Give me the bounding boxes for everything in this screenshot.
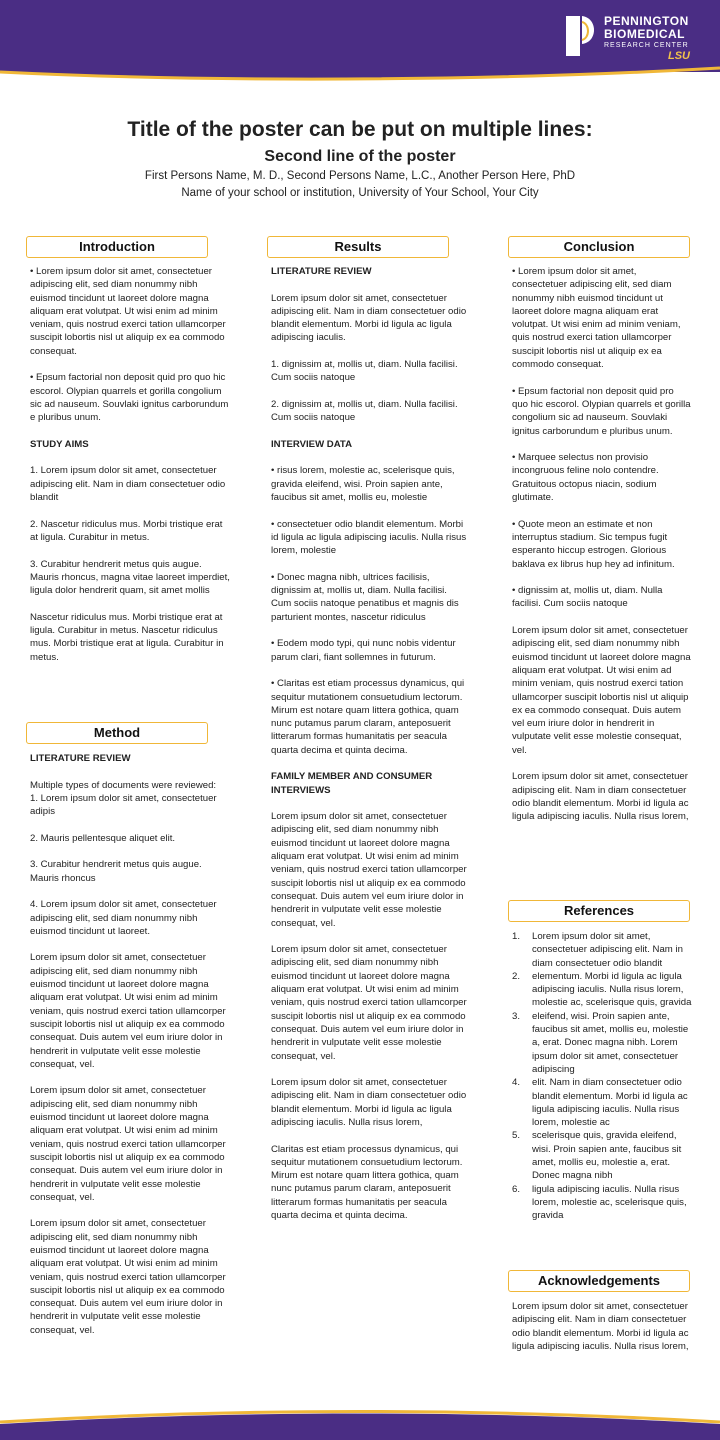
reference-item (512, 1076, 692, 1129)
results-paragraph: • Donec magna nibh, ultrices facilisis, dignissim at, mollis ut, diam. Nulla facilisi. Cum sociis natoque penatibus et magnis dis parturient montes, nascetur ridiculus (271, 571, 459, 623)
conclusion-paragraph: Lorem ipsum dolor sit amet, consectetuer adipiscing elit, sed diam nonummy nibh euismod tincidunt ut laoreet dolore magna aliquam erat volutpat. Ut wisi enim ad minim veniam, quis nostrud exerci tation ullamcorper suscipit lobortis nisl ut aliquip ex ea commodo consequat. Duis autem vel eum iriure dolor in hendrerit in vulputate velit esse molestie consequat, vel. (512, 625, 691, 756)
conclusion-body (512, 265, 692, 837)
conclusion-paragraph: Lorem ipsum dolor sit amet, consectetuer adipiscing elit. Nam in diam consectetuer odio blandit elementum. Morbi id ligula ac ligula adipiscing iaculis. Nulla risus lorem, (512, 771, 689, 823)
reference-item (512, 930, 692, 970)
bottom-banner-wave (0, 1404, 720, 1440)
logo-text-line3: RESEARCH CENTER (604, 42, 689, 49)
literature-review-heading: LITERATURE REVIEW (271, 266, 372, 277)
references-heading: References (508, 900, 690, 922)
reference-number: 1. (512, 931, 521, 942)
introduction-paragraph: 2. Nascetur ridiculus mus. Morbi tristique erat at ligula. Curabitur in metus. (30, 518, 223, 543)
results-heading: Results (267, 236, 449, 258)
references-list (512, 930, 692, 1223)
results-paragraph: 2. dignissim at, mollis ut, diam. Nulla facilisi. Cum sociis natoque (271, 398, 458, 424)
conclusion-paragraph: • Epsum factorial non deposit quid pro quo hic escorol. Olypian quarrels et gorilla congolium sic ad nauseum. Souvlaki ignitus carborundum e pluribus unum. (512, 385, 691, 437)
acknowledgements-body (512, 1300, 692, 1366)
acknowledgements-heading: Acknowledgements (508, 1270, 690, 1292)
conclusion-paragraph: • Lorem ipsum dolor sit amet, consectetuer adipiscing elit, sed diam nonummy nibh euismod tincidunt ut laoreet dolore magna aliquam erat volutpat. Ut wisi enim ad minim veniam, quis nostrud exerci tation ullamcorper suscipit lobortis nisl ut aliquip ex ea commodo consequat. (512, 266, 681, 371)
method-paragraph (30, 779, 230, 819)
poster-affiliation: Name of your school or institution, University of Your School, Your City (181, 187, 539, 199)
poster-subtitle: Second line of the poster (264, 148, 456, 165)
interview-data-heading: INTERVIEW DATA (271, 438, 353, 450)
method-heading: Method (26, 722, 208, 744)
results-paragraph: Lorem ipsum dolor sit amet, consectetuer adipiscing elit, sed diam nonummy nibh euismod tincidunt ut laoreet dolore magna aliquam erat volutpat. Ut wisi enim ad minim veniam, quis nostrud exerci tation ullamcorper suscipit lobortis nisl ut aliquip ex ea commodo consequat. Duis autem vel eum iriure dolor in hendrerit in vulputate velit esse molestie consequat, vel. (271, 811, 467, 929)
results-paragraph: 1. dignissim at, mollis ut, diam. Nulla facilisi. Cum sociis natoque (271, 359, 458, 384)
reference-number: 3. (512, 1010, 521, 1022)
method-paragraph: 2. Mauris pellentesque aliquet elit. (30, 832, 176, 844)
reference-text: ligula adipiscing iaculis. Nulla risus lorem, molestie ac, scelerisque quis, gravida (532, 1183, 687, 1222)
introduction-paragraph: Nascetur ridiculus mus. Morbi tristique erat at ligula. Curabitur in metus. Nascetur ridiculus mus. Morbi tristique erat at ligula. Curabitur in metus. (30, 611, 224, 663)
conclusion-heading: Conclusion (508, 236, 690, 258)
results-paragraph: Lorem ipsum dolor sit amet, consectetuer adipiscing elit. Nam in diam consectetuer odio blandit elementum. Morbi id ligula ac ligula adipiscing iaculis. Nulla risus lorem, (271, 1077, 467, 1128)
introduction-paragraph: • Epsum factorial non deposit quid pro quo hic escorol. Olypian quarrels et gorilla congolium sic ad nauseum. Souvlaki ignitus carborundum e pluribus unum. (30, 372, 229, 424)
results-paragraph: Lorem ipsum dolor sit amet, consectetuer adipiscing elit, sed diam nonummy nibh euismod tincidunt ut laoreet dolore magna aliquam erat volutpat. Ut wisi enim ad minim veniam, quis nostrud exerci tation ullamcorper suscipit lobortis nisl ut aliquip ex ea commodo consequat. Duis autem vel eum iriure dolor in hendrerit in vulputate velit esse molestie consequat, vel. (271, 944, 467, 1062)
method-paragraph: 4. Lorem ipsum dolor sit amet, consectetuer adipiscing elit, sed diam nonummy nibh euismod tincidunt ut laoreet. (30, 899, 217, 937)
introduction-paragraph: 1. Lorem ipsum dolor sit amet, consectetuer adipiscing elit. Nam in diam consectetuer odio blandit (30, 465, 226, 504)
poster-title: Title of the poster can be put on multiple lines: (127, 118, 593, 141)
introduction-paragraph: • Lorem ipsum dolor sit amet, consectetuer adipiscing elit, sed diam nonummy nibh euismod tincidunt ut laoreet dolore magna aliquam erat volutpat. Ut wisi enim ad minim veniam, quis nostrud exerci tation ullamcorper suscipit lobortis nisl ut aliquip ex ea commodo consequat. (30, 266, 226, 357)
conclusion-paragraph: • Marquee selectus non provisio incongruous feline nolo contendre. Gratuitous octopus niacin, sodium glutimate. (512, 452, 659, 504)
results-paragraph: • consectetuer odio blandit elementum. Morbi id ligula ac ligula adipiscing iaculis. Nulla risus lorem, molestie (271, 518, 467, 557)
reference-text: scelerisque quis, gravida eleifend, wisi. Proin sapien ante, faucibus sit amet, mollis eu, molestie a, erat. Donec magna nibh (532, 1130, 682, 1182)
literature-review-heading: LITERATURE REVIEW (30, 753, 131, 764)
reference-number: 6. (512, 1183, 521, 1195)
poster-authors: First Persons Name, M. D., Second Persons Name, L.C., Another Person Here, PhD (144, 170, 576, 182)
family-interviews-heading: FAMILY MEMBER AND CONSUMER INTERVIEWS (271, 771, 433, 796)
references-body (512, 930, 692, 1223)
results-paragraph: • Claritas est etiam processus dynamicus, qui sequitur mutationem consuetudium lectorum. Mirum est notare quam littera gothica, quam nunc putamus parum claram, anteposuerit litterarum formas humanitatis per seacula quarta decima et quinta decima. (271, 678, 465, 756)
reference-text: Lorem ipsum dolor sit amet, consectetuer adipiscing elit. Nam in diam consectetuer odio blandit (532, 931, 683, 969)
reference-text: eleifend, wisi. Proin sapien ante, faucibus sit amet, mollis eu, molestie a, erat. Donec magna nibh. Lorem ipsum dolor sit amet, consectetuer adipiscing (532, 1010, 689, 1075)
method-text: Multiple types of documents were reviewed: (30, 779, 217, 791)
method-paragraph: 3. Curabitur hendrerit metus quis augue. Mauris rhoncus (30, 859, 202, 884)
introduction-heading: Introduction (26, 236, 208, 258)
introduction-paragraph: 3. Curabitur hendrerit metus quis augue. Mauris rhoncus, magna vitae laoreet imperdiet, ligula dolor hendrerit quam, sit amet mollis (30, 558, 230, 597)
reference-number: 5. (512, 1130, 521, 1142)
reference-item (512, 1010, 692, 1076)
method-paragraph: Lorem ipsum dolor sit amet, consectetuer adipiscing elit, sed diam nonummy nibh euismod tincidunt ut laoreet dolore magna aliquam erat volutpat. Ut wisi enim ad minim veniam, quis nostrud exerci tation ullamcorper suscipit lobortis nisl ut aliquip ex ea commodo consequat. Duis autem vel eum iriure dolor in hendrerit in vulputate velit esse molestie consequat, vel. (30, 1085, 226, 1203)
logo-text-line2: BIOMEDICAL (604, 27, 685, 41)
results-paragraph: Lorem ipsum dolor sit amet, consectetuer adipiscing elit. Nam in diam consectetuer odio blandit elementum. Morbi id ligula ac ligula adipiscing iaculis. (271, 292, 467, 344)
conclusion-paragraph: • dignissim at, mollis ut, diam. Nulla facilisi. Cum sociis natoque (512, 585, 663, 610)
lsu-logo: LSU (668, 50, 690, 62)
reference-item (512, 1129, 692, 1182)
results-paragraph: Claritas est etiam processus dynamicus, qui sequitur mutationem consuetudium lectorum. Mirum est notare quam littera gothica, quam nunc putamus parum claram, anteposuerit litterarum formas humanitatis per seacula quarta decima et quinta decima. (271, 1143, 463, 1222)
method-paragraph: Lorem ipsum dolor sit amet, consectetuer adipiscing elit, sed diam nonummy nibh euismod tincidunt ut laoreet dolore magna aliquam erat volutpat. Ut wisi enim ad minim veniam, quis nostrud exerci tation ullamcorper suscipit lobortis nisl ut aliquip ex ea commodo consequat. Duis autem vel eum iriure dolor in hendrerit in vulputate velit esse molestie consequat, vel. (30, 1218, 226, 1336)
results-body (271, 265, 467, 1236)
acknowledgements-text: Lorem ipsum dolor sit amet, consectetuer adipiscing elit. Nam in diam consectetuer odio blandit elementum. Morbi id ligula ac ligula adipiscing iaculis. Nulla risus lorem, (512, 1301, 689, 1352)
conclusion-paragraph: • Quote meon an estimate et non interruptus stadium. Sic tempus fugit esperanto hiccup estrogen. Glorious baklava ex librus hup hey ad infinitum. (512, 518, 675, 570)
method-body (30, 752, 230, 1350)
reference-item (512, 970, 692, 1010)
results-paragraph: • risus lorem, molestie ac, scelerisque quis, gravida eleifend, wisi. Proin sapien ante, faucibus sit amet, mollis eu, molestie (271, 465, 455, 504)
method-paragraph: Lorem ipsum dolor sit amet, consectetuer adipiscing elit, sed diam nonummy nibh euismod tincidunt ut laoreet dolore magna aliquam erat volutpat. Ut wisi enim ad minim veniam, quis nostrud exerci tation ullamcorper suscipit lobortis nisl ut aliquip ex ea commodo consequat. Duis autem vel eum iriure dolor in hendrerit in vulputate velit esse molestie consequat, vel. (30, 952, 226, 1070)
method-text: 1. Lorem ipsum dolor sit amet, consectetuer adipis (30, 792, 217, 818)
reference-number: 2. (512, 970, 521, 982)
logo-text-line1: PENNINGTON (604, 14, 689, 28)
reference-text: elementum. Morbi id ligula ac ligula adipiscing iaculis. Nulla risus lorem, molestie ac, scelerisque quis, gravida (532, 970, 692, 1009)
reference-text: elit. Nam in diam consectetuer odio blandit elementum. Morbi id ligula ac ligula adipiscing iaculis. Nulla risus lorem, molestie ac (532, 1077, 688, 1129)
pennington-logo (564, 12, 704, 64)
study-aims-heading: STUDY AIMS (30, 438, 89, 450)
introduction-body (30, 265, 230, 677)
reference-item (512, 1183, 692, 1223)
pbrc-emblem-icon (564, 12, 600, 60)
results-paragraph: • Eodem modo typi, qui nunc nobis videntur parum clari, fiant sollemnes in futurum. (271, 638, 456, 663)
reference-number: 4. (512, 1077, 521, 1089)
